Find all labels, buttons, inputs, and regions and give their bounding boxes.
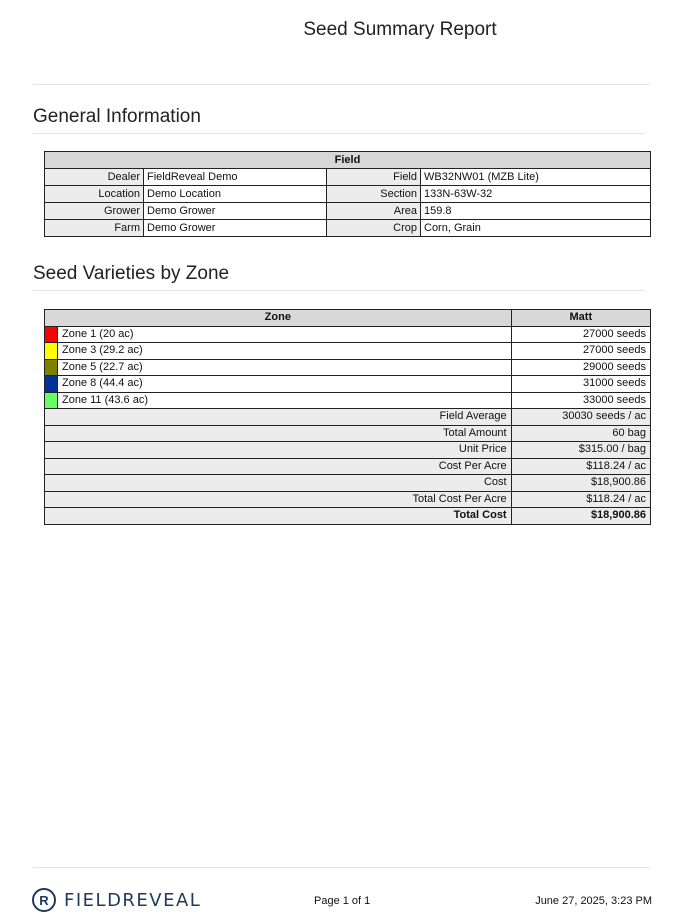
zone-row <box>45 392 651 409</box>
zone-seed-rate: 27000 seeds <box>511 343 650 360</box>
zone-color-swatch <box>45 343 58 360</box>
zone-color-swatch <box>45 376 58 393</box>
summary-row <box>45 442 651 459</box>
general-heading: General Information <box>33 106 201 127</box>
location-label: Location <box>45 186 144 203</box>
report-title: Seed Summary Report <box>303 19 497 40</box>
general-info-table <box>44 151 651 237</box>
zone-color-swatch <box>45 392 58 409</box>
divider <box>33 133 644 134</box>
summary-label: Cost Per Acre <box>45 458 512 475</box>
location-value: Demo Location <box>144 186 327 203</box>
zone-color-swatch <box>45 359 58 376</box>
summary-row <box>45 508 651 525</box>
field-header: Field <box>45 152 651 169</box>
report-date: June 27, 2025, 3:23 PM <box>535 895 652 907</box>
summary-row <box>45 458 651 475</box>
summary-value: 30030 seeds / ac <box>511 409 650 426</box>
divider <box>33 290 644 291</box>
zone-seed-rate: 29000 seeds <box>511 359 650 376</box>
summary-value: $18,900.86 <box>511 475 650 492</box>
divider <box>33 867 650 868</box>
page-footer <box>32 886 652 914</box>
summary-value: $315.00 / bag <box>511 442 650 459</box>
seed-table <box>44 309 651 525</box>
brand-name: FIELDREVEAL <box>64 889 202 911</box>
page-number: Page 1 of 1 <box>314 895 371 907</box>
zone-seed-rate: 31000 seeds <box>511 376 650 393</box>
summary-label: Total Cost Per Acre <box>45 491 512 508</box>
summary-row <box>45 409 651 426</box>
summary-row <box>45 491 651 508</box>
zone-row <box>45 343 651 360</box>
zone-row <box>45 359 651 376</box>
summary-value: $18,900.86 <box>511 508 650 525</box>
summary-label: Cost <box>45 475 512 492</box>
grower-label: Grower <box>45 203 144 220</box>
zone-name: Zone 8 (44.4 ac) <box>58 376 512 393</box>
farm-label: Farm <box>45 220 144 237</box>
table-row <box>45 220 651 237</box>
zone-name: Zone 3 (29.2 ac) <box>58 343 512 360</box>
summary-row <box>45 475 651 492</box>
field-value: WB32NW01 (MZB Lite) <box>421 169 651 186</box>
summary-value: $118.24 / ac <box>511 458 650 475</box>
dealer-value: FieldReveal Demo <box>144 169 327 186</box>
table-row <box>45 186 651 203</box>
summary-label: Unit Price <box>45 442 512 459</box>
summary-label: Total Cost <box>45 508 512 525</box>
summary-label: Field Average <box>45 409 512 426</box>
section-value: 133N-63W-32 <box>421 186 651 203</box>
summary-value: 60 bag <box>511 425 650 442</box>
zone-name: Zone 1 (20 ac) <box>58 326 512 343</box>
summary-label: Total Amount <box>45 425 512 442</box>
zone-seed-rate: 27000 seeds <box>511 326 650 343</box>
dealer-label: Dealer <box>45 169 144 186</box>
summary-row <box>45 425 651 442</box>
variety-column-header: Matt <box>511 310 650 327</box>
crop-label: Crop <box>327 220 421 237</box>
area-value: 159.8 <box>421 203 651 220</box>
zone-color-swatch <box>45 326 58 343</box>
grower-value: Demo Grower <box>144 203 327 220</box>
field-label: Field <box>327 169 421 186</box>
zone-row <box>45 326 651 343</box>
divider <box>33 84 650 85</box>
farm-value: Demo Grower <box>144 220 327 237</box>
table-row <box>45 169 651 186</box>
summary-value: $118.24 / ac <box>511 491 650 508</box>
seed-heading: Seed Varieties by Zone <box>33 263 230 284</box>
table-row <box>45 203 651 220</box>
fieldreveal-logo <box>32 888 201 912</box>
area-label: Area <box>327 203 421 220</box>
logo-mark-icon: R <box>32 888 56 912</box>
zone-seed-rate: 33000 seeds <box>511 392 650 409</box>
crop-value: Corn, Grain <box>421 220 651 237</box>
section-label: Section <box>327 186 421 203</box>
zone-name: Zone 11 (43.6 ac) <box>58 392 512 409</box>
zone-row <box>45 376 651 393</box>
zone-column-header: Zone <box>45 310 512 327</box>
zone-name: Zone 5 (22.7 ac) <box>58 359 512 376</box>
